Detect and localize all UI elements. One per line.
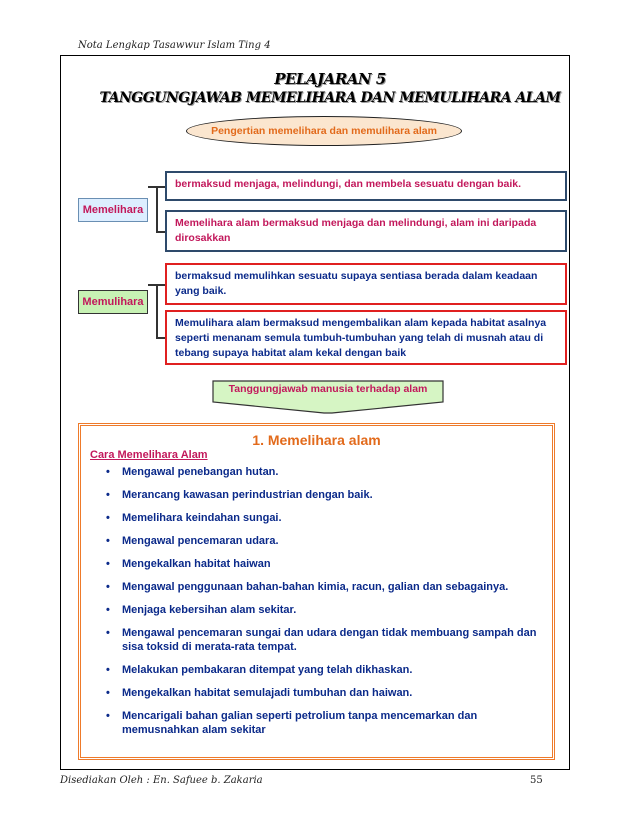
- bullet-icon: •: [106, 535, 110, 547]
- page-header: Nota Lengkap Tasawwur Islam Ting 4: [78, 40, 271, 51]
- bullet-icon: •: [106, 558, 110, 570]
- connector-line: [156, 231, 165, 233]
- section-subtitle: Cara Memelihara Alam: [90, 449, 208, 461]
- memelihara-label: Memelihara: [78, 198, 148, 222]
- bullet-icon: •: [106, 687, 110, 699]
- connector-line: [156, 284, 158, 338]
- list-item: • Mengawal pencemaran sungai dan udara dengan tidak membuang sampah dan sisa toksid di merata-rata tempat.: [106, 627, 537, 653]
- bullet-icon: •: [106, 489, 110, 501]
- bullet-icon: •: [106, 581, 110, 593]
- section-title: 1. Memelihara alam: [252, 432, 381, 448]
- bullet-icon: •: [106, 710, 110, 722]
- bullet-icon: •: [106, 512, 110, 524]
- lesson-subtitle: TANGGUNGJAWAB MEMELIHARA DAN MEMULIHARA ALAM: [99, 90, 561, 106]
- lesson-title: PELAJARAN 5: [274, 70, 386, 88]
- memulihara-label: Memulihara: [78, 290, 148, 314]
- memelihara-meaning-box: Memelihara alam bermaksud menjaga dan melindungi, alam ini daripada dirosakkan: [165, 210, 567, 252]
- list-item: • Menjaga kebersihan alam sekitar.: [106, 604, 297, 616]
- memulihara-definition-box: bermaksud memulihkan sesuatu supaya sentiasa berada dalam keadaan yang baik.: [165, 263, 567, 305]
- bullet-icon: •: [106, 604, 110, 616]
- list-item: • Merancang kawasan perindustrian dengan baik.: [106, 489, 373, 501]
- bullet-icon: •: [106, 627, 110, 639]
- list-item: • Melakukan pembakaran ditempat yang telah dikhaskan.: [106, 664, 413, 676]
- method-list: [104, 465, 544, 737]
- memelihara-definition-box: bermaksud menjaga, melindungi, dan membela sesuatu dengan baik.: [165, 171, 567, 201]
- list-item: • Mengekalkan habitat haiwan: [106, 558, 271, 570]
- responsibility-label: Tanggungjawab manusia terhadap alam: [228, 383, 428, 395]
- page-number: 55: [530, 775, 543, 786]
- bullet-icon: •: [106, 664, 110, 676]
- list-item: • Mengawal penebangan hutan.: [106, 466, 279, 478]
- list-item: • Memelihara keindahan sungai.: [106, 512, 282, 524]
- list-item: • Mengekalkan habitat semulajadi tumbuhan dan haiwan.: [106, 687, 413, 699]
- list-item: • Mencarigali bahan galian seperti petrolium tanpa mencemarkan dan memusnahkan alam sekitar: [106, 710, 478, 736]
- connector-line: [156, 186, 158, 232]
- memulihara-meaning-box: Memulihara alam bermaksud mengembalikan alam kepada habitat asalnya seperti menanam semula tumbuh-tumbuhan yang telah di musnah atau di tebang supaya habitat alam kekal dengan baik: [165, 310, 567, 365]
- list-item: • Mengawal penggunaan bahan-bahan kimia, racun, galian dan sebagainya.: [106, 581, 509, 593]
- list-item: • Mengawal pencemaran udara.: [106, 535, 279, 547]
- bullet-icon: •: [106, 466, 110, 478]
- definition-oval: Pengertian memelihara dan memulihara alam: [186, 116, 462, 146]
- connector-line: [156, 337, 165, 339]
- page-footer-author: Disediakan Oleh : En. Safuee b. Zakaria: [60, 775, 263, 786]
